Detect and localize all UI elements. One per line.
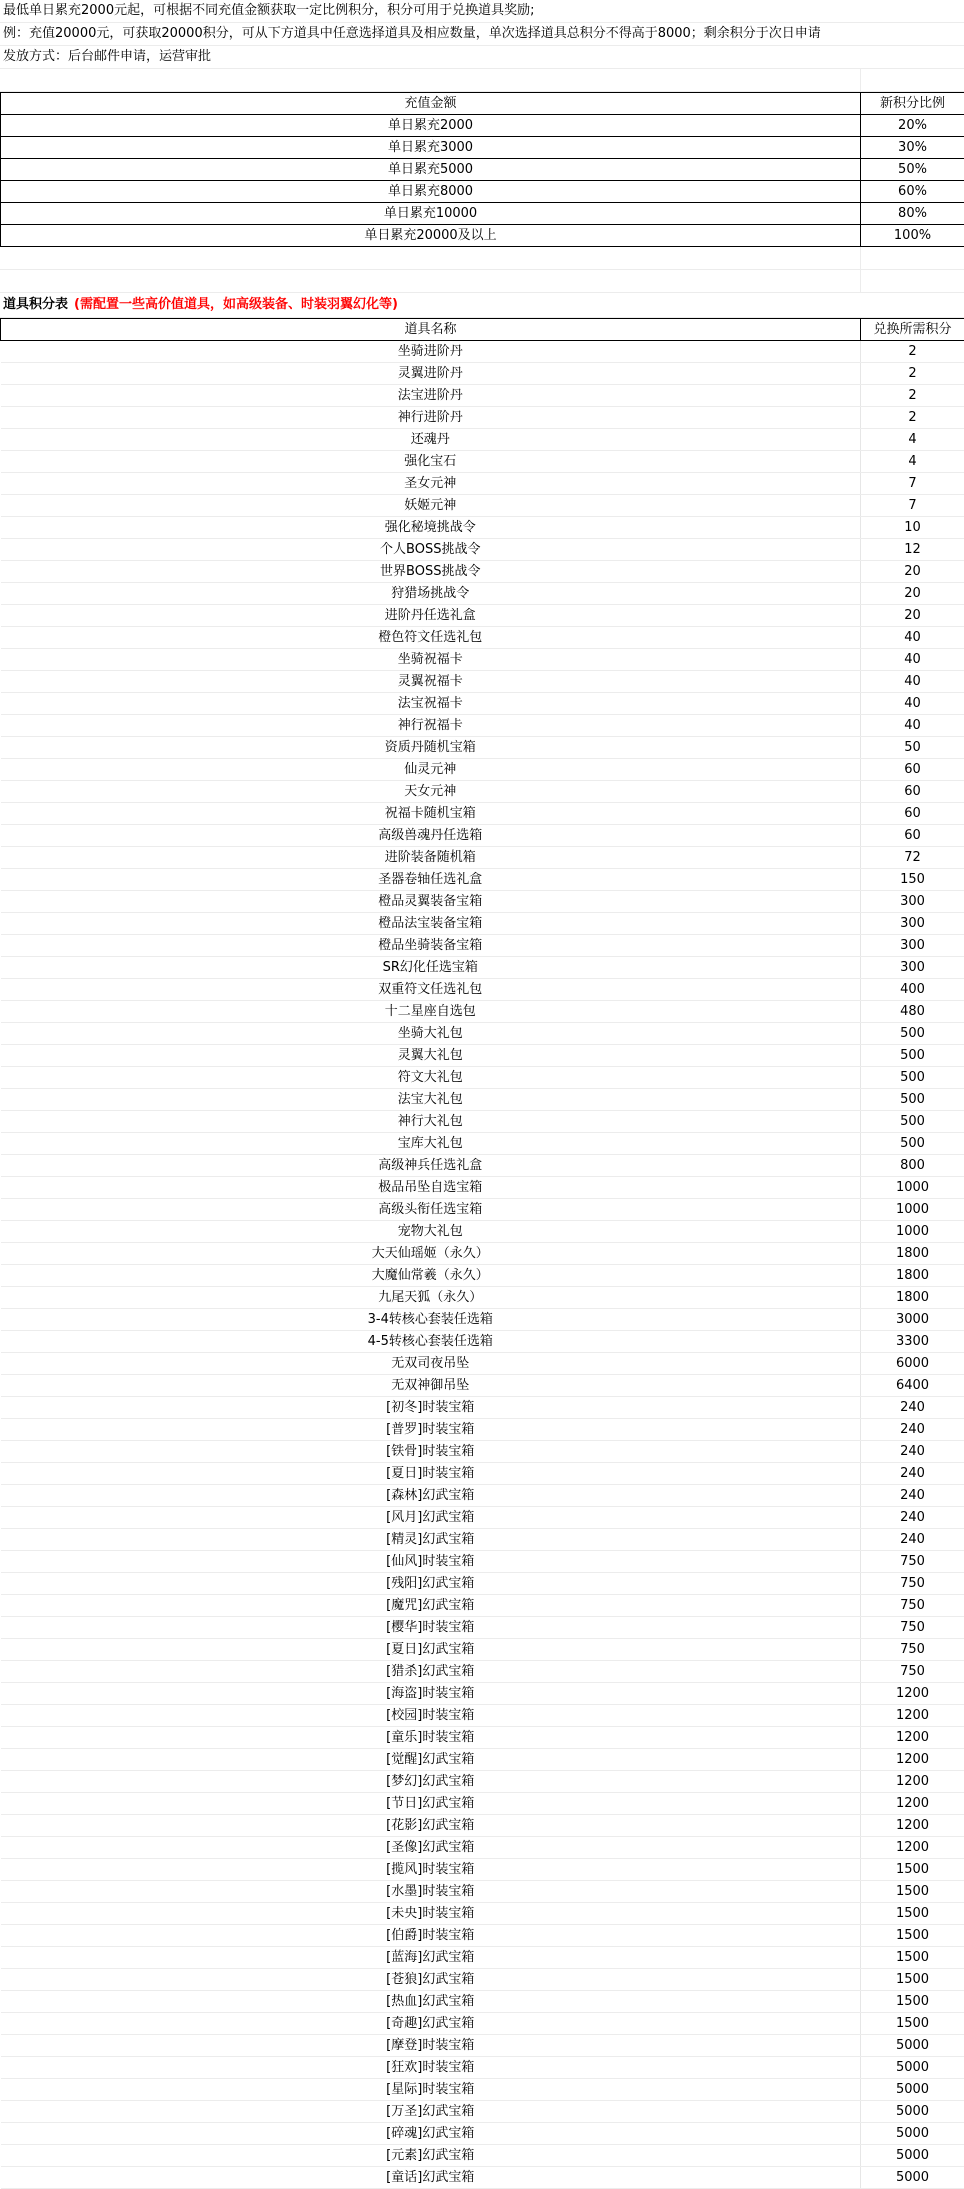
item-name-cell: [梦幻]幻武宝箱	[1, 1771, 861, 1793]
item-points-cell: 60	[861, 825, 964, 847]
item-points-cell: 40	[861, 649, 964, 671]
item-points-cell: 4	[861, 451, 964, 473]
item-name-cell: 强化宝石	[1, 451, 861, 473]
item-points-cell: 1800	[861, 1265, 964, 1287]
recharge-ratio-cell: 100%	[861, 225, 964, 247]
item-points-cell: 480	[861, 1001, 964, 1023]
item-name-cell: 灵翼大礼包	[1, 1045, 861, 1067]
item-points-cell: 1500	[861, 1881, 964, 1903]
item-points-cell: 5000	[861, 2167, 964, 2189]
item-points-cell: 500	[861, 1067, 964, 1089]
item-row	[1, 1309, 964, 1331]
item-points-cell: 750	[861, 1617, 964, 1639]
item-points-cell: 60	[861, 759, 964, 781]
item-points-cell: 750	[861, 1595, 964, 1617]
item-row	[1, 385, 964, 407]
item-points-cell: 1200	[861, 1837, 964, 1859]
item-points-cell: 40	[861, 693, 964, 715]
item-row	[1, 2079, 964, 2101]
recharge-header-row	[1, 93, 964, 115]
recharge-table	[0, 92, 964, 247]
items-section-title: 道具积分表	[3, 297, 68, 312]
item-row	[1, 1331, 964, 1353]
item-points-cell: 750	[861, 1551, 964, 1573]
item-row	[1, 869, 964, 891]
recharge-header-ratio: 新积分比例	[861, 93, 964, 115]
item-row	[1, 1903, 964, 1925]
item-name-cell: [碎魂]幻武宝箱	[1, 2123, 861, 2145]
item-name-cell: [童乐]时装宝箱	[1, 1727, 861, 1749]
item-points-cell: 1500	[861, 1859, 964, 1881]
item-row	[1, 1221, 964, 1243]
item-name-cell: 神行进阶丹	[1, 407, 861, 429]
recharge-row	[1, 115, 964, 137]
item-row	[1, 1155, 964, 1177]
item-name-cell: 十二星座自选包	[1, 1001, 861, 1023]
item-points-cell: 500	[861, 1111, 964, 1133]
item-row	[1, 1419, 964, 1441]
recharge-ratio-cell: 30%	[861, 137, 964, 159]
recharge-row	[1, 203, 964, 225]
item-name-cell: 极品吊坠自选宝箱	[1, 1177, 861, 1199]
item-points-cell: 1500	[861, 1903, 964, 1925]
intro-line-2: 例：充值20000元，可获取20000积分，可从下方道具中任意选择道具及相应数量，单次选择道具总积分不得高于8000；剩余积分于次日申请	[0, 23, 964, 46]
item-points-cell: 4	[861, 429, 964, 451]
item-name-cell: 个人BOSS挑战令	[1, 539, 861, 561]
item-name-cell: [星际]时装宝箱	[1, 2079, 861, 2101]
item-row	[1, 495, 964, 517]
item-name-cell: [樱华]时装宝箱	[1, 1617, 861, 1639]
item-name-cell: 高级兽魂丹任选箱	[1, 825, 861, 847]
item-points-cell: 40	[861, 627, 964, 649]
item-name-cell: 强化秘境挑战令	[1, 517, 861, 539]
item-row	[1, 1441, 964, 1463]
item-points-cell: 750	[861, 1661, 964, 1683]
item-row	[1, 1111, 964, 1133]
item-name-cell: 神行大礼包	[1, 1111, 861, 1133]
item-name-cell: 橙品灵翼装备宝箱	[1, 891, 861, 913]
item-points-cell: 240	[861, 1507, 964, 1529]
item-points-cell: 1000	[861, 1177, 964, 1199]
item-name-cell: 坐骑进阶丹	[1, 341, 861, 363]
item-row	[1, 1265, 964, 1287]
item-points-cell: 2	[861, 385, 964, 407]
item-row	[1, 1397, 964, 1419]
item-name-cell: [蓝海]幻武宝箱	[1, 1947, 861, 1969]
item-points-cell: 500	[861, 1133, 964, 1155]
item-row	[1, 2101, 964, 2123]
item-points-cell: 60	[861, 781, 964, 803]
item-row	[1, 1683, 964, 1705]
item-points-cell: 7	[861, 495, 964, 517]
item-row	[1, 2057, 964, 2079]
items-table	[0, 318, 964, 2189]
item-row	[1, 561, 964, 583]
item-row	[1, 1837, 964, 1859]
item-name-cell: 灵翼祝福卡	[1, 671, 861, 693]
item-points-cell: 240	[861, 1485, 964, 1507]
item-name-cell: [揽风]时装宝箱	[1, 1859, 861, 1881]
item-row	[1, 627, 964, 649]
item-name-cell: 天女元神	[1, 781, 861, 803]
item-row	[1, 1551, 964, 1573]
item-row	[1, 605, 964, 627]
item-points-cell: 240	[861, 1529, 964, 1551]
item-name-cell: 宠物大礼包	[1, 1221, 861, 1243]
recharge-ratio-cell: 80%	[861, 203, 964, 225]
item-row	[1, 2167, 964, 2189]
item-name-cell: 法宝大礼包	[1, 1089, 861, 1111]
item-row	[1, 715, 964, 737]
item-name-cell: 资质丹随机宝箱	[1, 737, 861, 759]
item-row	[1, 847, 964, 869]
item-row	[1, 1089, 964, 1111]
item-points-cell: 20	[861, 583, 964, 605]
items-header-points: 兑换所需积分	[861, 319, 964, 341]
item-points-cell: 300	[861, 957, 964, 979]
item-points-cell: 12	[861, 539, 964, 561]
item-points-cell: 40	[861, 671, 964, 693]
intro-line-1: 最低单日累充2000元起，可根据不同充值金额获取一定比例积分，积分可用于兑换道具奖励;	[0, 0, 964, 23]
item-points-cell: 240	[861, 1441, 964, 1463]
item-name-cell: [铁骨]时装宝箱	[1, 1441, 861, 1463]
item-row	[1, 517, 964, 539]
item-name-cell: 还魂丹	[1, 429, 861, 451]
item-row	[1, 1639, 964, 1661]
item-row	[1, 1485, 964, 1507]
item-points-cell: 150	[861, 869, 964, 891]
recharge-amount-cell: 单日累充5000	[1, 159, 861, 181]
item-row	[1, 979, 964, 1001]
item-row	[1, 1749, 964, 1771]
item-name-cell: 大魔仙常羲（永久）	[1, 1265, 861, 1287]
item-points-cell: 5000	[861, 2123, 964, 2145]
item-row	[1, 1573, 964, 1595]
item-points-cell: 1200	[861, 1749, 964, 1771]
item-name-cell: 宝库大礼包	[1, 1133, 861, 1155]
item-row	[1, 649, 964, 671]
item-name-cell: [魔咒]幻武宝箱	[1, 1595, 861, 1617]
item-row	[1, 1507, 964, 1529]
item-row	[1, 1661, 964, 1683]
blank-row	[0, 270, 964, 293]
item-points-cell: 10	[861, 517, 964, 539]
item-name-cell: 圣女元神	[1, 473, 861, 495]
item-name-cell: 进阶装备随机箱	[1, 847, 861, 869]
item-points-cell: 5000	[861, 2079, 964, 2101]
item-row	[1, 693, 964, 715]
item-row	[1, 737, 964, 759]
item-points-cell: 72	[861, 847, 964, 869]
item-name-cell: 九尾天狐（永久）	[1, 1287, 861, 1309]
item-name-cell: 橙品坐骑装备宝箱	[1, 935, 861, 957]
item-points-cell: 2	[861, 341, 964, 363]
item-points-cell: 1500	[861, 2013, 964, 2035]
item-points-cell: 5000	[861, 2145, 964, 2167]
item-name-cell: 进阶丹任选礼盒	[1, 605, 861, 627]
item-row	[1, 583, 964, 605]
recharge-amount-cell: 单日累充3000	[1, 137, 861, 159]
item-name-cell: 神行祝福卡	[1, 715, 861, 737]
item-name-cell: [未央]时装宝箱	[1, 1903, 861, 1925]
item-points-cell: 3000	[861, 1309, 964, 1331]
item-row	[1, 1243, 964, 1265]
item-row	[1, 803, 964, 825]
recharge-header-amount: 充值金额	[1, 93, 861, 115]
items-header-name: 道具名称	[1, 319, 861, 341]
item-row	[1, 1529, 964, 1551]
item-name-cell: [花影]幻武宝箱	[1, 1815, 861, 1837]
item-name-cell: [初冬]时装宝箱	[1, 1397, 861, 1419]
item-row	[1, 1815, 964, 1837]
item-row	[1, 1199, 964, 1221]
item-points-cell: 1800	[861, 1287, 964, 1309]
item-row	[1, 1133, 964, 1155]
item-row	[1, 1001, 964, 1023]
item-points-cell: 1200	[861, 1771, 964, 1793]
item-name-cell: [苍狼]幻武宝箱	[1, 1969, 861, 1991]
item-name-cell: 无双神御吊坠	[1, 1375, 861, 1397]
item-points-cell: 240	[861, 1463, 964, 1485]
item-row	[1, 429, 964, 451]
item-points-cell: 5000	[861, 2057, 964, 2079]
item-points-cell: 2	[861, 363, 964, 385]
items-section-heading	[0, 293, 964, 318]
item-row	[1, 1793, 964, 1815]
item-name-cell: 符文大礼包	[1, 1067, 861, 1089]
item-name-cell: [仙风]时装宝箱	[1, 1551, 861, 1573]
item-name-cell: [普罗]时装宝箱	[1, 1419, 861, 1441]
blank-row	[0, 247, 964, 270]
item-row	[1, 1727, 964, 1749]
item-row	[1, 1375, 964, 1397]
item-points-cell: 500	[861, 1045, 964, 1067]
item-row	[1, 1617, 964, 1639]
item-name-cell: [觉醒]幻武宝箱	[1, 1749, 861, 1771]
item-row	[1, 2123, 964, 2145]
recharge-row	[1, 159, 964, 181]
item-points-cell: 60	[861, 803, 964, 825]
item-name-cell: 圣器卷轴任选礼盒	[1, 869, 861, 891]
item-points-cell: 2	[861, 407, 964, 429]
item-row	[1, 671, 964, 693]
item-name-cell: [元素]幻武宝箱	[1, 2145, 861, 2167]
item-row	[1, 913, 964, 935]
item-name-cell: [狂欢]时装宝箱	[1, 2057, 861, 2079]
recharge-ratio-cell: 60%	[861, 181, 964, 203]
item-name-cell: 大天仙瑶姬（永久）	[1, 1243, 861, 1265]
item-name-cell: [校园]时装宝箱	[1, 1705, 861, 1727]
item-name-cell: SR幻化任选宝箱	[1, 957, 861, 979]
recharge-amount-cell: 单日累充8000	[1, 181, 861, 203]
item-name-cell: 无双司夜吊坠	[1, 1353, 861, 1375]
item-points-cell: 5000	[861, 2101, 964, 2123]
item-points-cell: 5000	[861, 2035, 964, 2057]
item-points-cell: 300	[861, 935, 964, 957]
item-points-cell: 6400	[861, 1375, 964, 1397]
item-row	[1, 1947, 964, 1969]
item-name-cell: [残阳]幻武宝箱	[1, 1573, 861, 1595]
item-points-cell: 800	[861, 1155, 964, 1177]
item-name-cell: [童话]幻武宝箱	[1, 2167, 861, 2189]
intro-line-3: 发放方式：后台邮件申请，运营审批	[0, 46, 964, 69]
item-points-cell: 1200	[861, 1683, 964, 1705]
item-row	[1, 1045, 964, 1067]
item-points-cell: 500	[861, 1089, 964, 1111]
item-name-cell: [水墨]时装宝箱	[1, 1881, 861, 1903]
recharge-ratio-cell: 50%	[861, 159, 964, 181]
item-row	[1, 363, 964, 385]
recharge-amount-cell: 单日累充10000	[1, 203, 861, 225]
item-row	[1, 759, 964, 781]
item-row	[1, 1595, 964, 1617]
item-row	[1, 2035, 964, 2057]
item-row	[1, 341, 964, 363]
item-row	[1, 1705, 964, 1727]
item-name-cell: [夏日]时装宝箱	[1, 1463, 861, 1485]
item-points-cell: 1200	[861, 1793, 964, 1815]
item-row	[1, 1881, 964, 1903]
item-row	[1, 1287, 964, 1309]
item-name-cell: [森林]幻武宝箱	[1, 1485, 861, 1507]
recharge-amount-cell: 单日累充20000及以上	[1, 225, 861, 247]
item-points-cell: 1200	[861, 1815, 964, 1837]
item-points-cell: 20	[861, 605, 964, 627]
item-row	[1, 957, 964, 979]
item-row	[1, 1991, 964, 2013]
item-name-cell: 灵翼进阶丹	[1, 363, 861, 385]
item-points-cell: 1200	[861, 1705, 964, 1727]
item-row	[1, 781, 964, 803]
item-name-cell: 妖姬元神	[1, 495, 861, 517]
item-name-cell: [节日]幻武宝箱	[1, 1793, 861, 1815]
item-name-cell: 法宝进阶丹	[1, 385, 861, 407]
item-points-cell: 1500	[861, 1947, 964, 1969]
item-name-cell: 法宝祝福卡	[1, 693, 861, 715]
item-points-cell: 6000	[861, 1353, 964, 1375]
item-row	[1, 1771, 964, 1793]
item-name-cell: [热血]幻武宝箱	[1, 1991, 861, 2013]
item-name-cell: [圣像]幻武宝箱	[1, 1837, 861, 1859]
item-name-cell: [海盗]时装宝箱	[1, 1683, 861, 1705]
recharge-row	[1, 181, 964, 203]
item-points-cell: 3300	[861, 1331, 964, 1353]
item-row	[1, 1067, 964, 1089]
item-name-cell: 狩猎场挑战令	[1, 583, 861, 605]
item-points-cell: 240	[861, 1397, 964, 1419]
item-row	[1, 935, 964, 957]
item-points-cell: 750	[861, 1639, 964, 1661]
items-section-note: (需配置一些高价值道具，如高级装备、时装羽翼幻化等)	[74, 297, 398, 312]
blank-row	[0, 69, 964, 92]
recharge-amount-cell: 单日累充2000	[1, 115, 861, 137]
item-points-cell: 300	[861, 913, 964, 935]
item-name-cell: [伯爵]时装宝箱	[1, 1925, 861, 1947]
item-points-cell: 1000	[861, 1221, 964, 1243]
item-name-cell: [奇趣]幻武宝箱	[1, 2013, 861, 2035]
item-name-cell: 坐骑大礼包	[1, 1023, 861, 1045]
item-row	[1, 1925, 964, 1947]
item-name-cell: 4-5转核心套装任选箱	[1, 1331, 861, 1353]
item-name-cell: 坐骑祝福卡	[1, 649, 861, 671]
item-points-cell: 7	[861, 473, 964, 495]
item-points-cell: 300	[861, 891, 964, 913]
item-name-cell: 橙品法宝装备宝箱	[1, 913, 861, 935]
items-header-row	[1, 319, 964, 341]
item-row	[1, 1353, 964, 1375]
item-name-cell: 3-4转核心套装任选箱	[1, 1309, 861, 1331]
item-points-cell: 1800	[861, 1243, 964, 1265]
recharge-row	[1, 137, 964, 159]
item-row	[1, 407, 964, 429]
item-name-cell: [风月]幻武宝箱	[1, 1507, 861, 1529]
item-row	[1, 1969, 964, 1991]
item-row	[1, 2013, 964, 2035]
item-name-cell: 双重符文任选礼包	[1, 979, 861, 1001]
item-points-cell: 1500	[861, 1969, 964, 1991]
item-points-cell: 240	[861, 1419, 964, 1441]
item-row	[1, 451, 964, 473]
item-row	[1, 1859, 964, 1881]
item-points-cell: 40	[861, 715, 964, 737]
item-row	[1, 1177, 964, 1199]
item-name-cell: 橙色符文任选礼包	[1, 627, 861, 649]
item-name-cell: 祝福卡随机宝箱	[1, 803, 861, 825]
item-points-cell: 500	[861, 1023, 964, 1045]
item-name-cell: [夏日]幻武宝箱	[1, 1639, 861, 1661]
item-name-cell: 世界BOSS挑战令	[1, 561, 861, 583]
item-name-cell: [猎杀]幻武宝箱	[1, 1661, 861, 1683]
recharge-row	[1, 225, 964, 247]
item-name-cell: [摩登]时装宝箱	[1, 2035, 861, 2057]
item-points-cell: 50	[861, 737, 964, 759]
recharge-ratio-cell: 20%	[861, 115, 964, 137]
item-name-cell: 仙灵元神	[1, 759, 861, 781]
item-points-cell: 400	[861, 979, 964, 1001]
item-points-cell: 1200	[861, 1727, 964, 1749]
item-row	[1, 825, 964, 847]
item-name-cell: [万圣]幻武宝箱	[1, 2101, 861, 2123]
item-row	[1, 1023, 964, 1045]
item-points-cell: 1500	[861, 1991, 964, 2013]
item-row	[1, 473, 964, 495]
item-points-cell: 750	[861, 1573, 964, 1595]
item-points-cell: 1000	[861, 1199, 964, 1221]
item-row	[1, 1463, 964, 1485]
item-row	[1, 2145, 964, 2167]
item-row	[1, 539, 964, 561]
item-row	[1, 891, 964, 913]
item-points-cell: 1500	[861, 1925, 964, 1947]
item-name-cell: 高级头衔任选宝箱	[1, 1199, 861, 1221]
item-name-cell: [精灵]幻武宝箱	[1, 1529, 861, 1551]
item-points-cell: 20	[861, 561, 964, 583]
item-name-cell: 高级神兵任选礼盒	[1, 1155, 861, 1177]
